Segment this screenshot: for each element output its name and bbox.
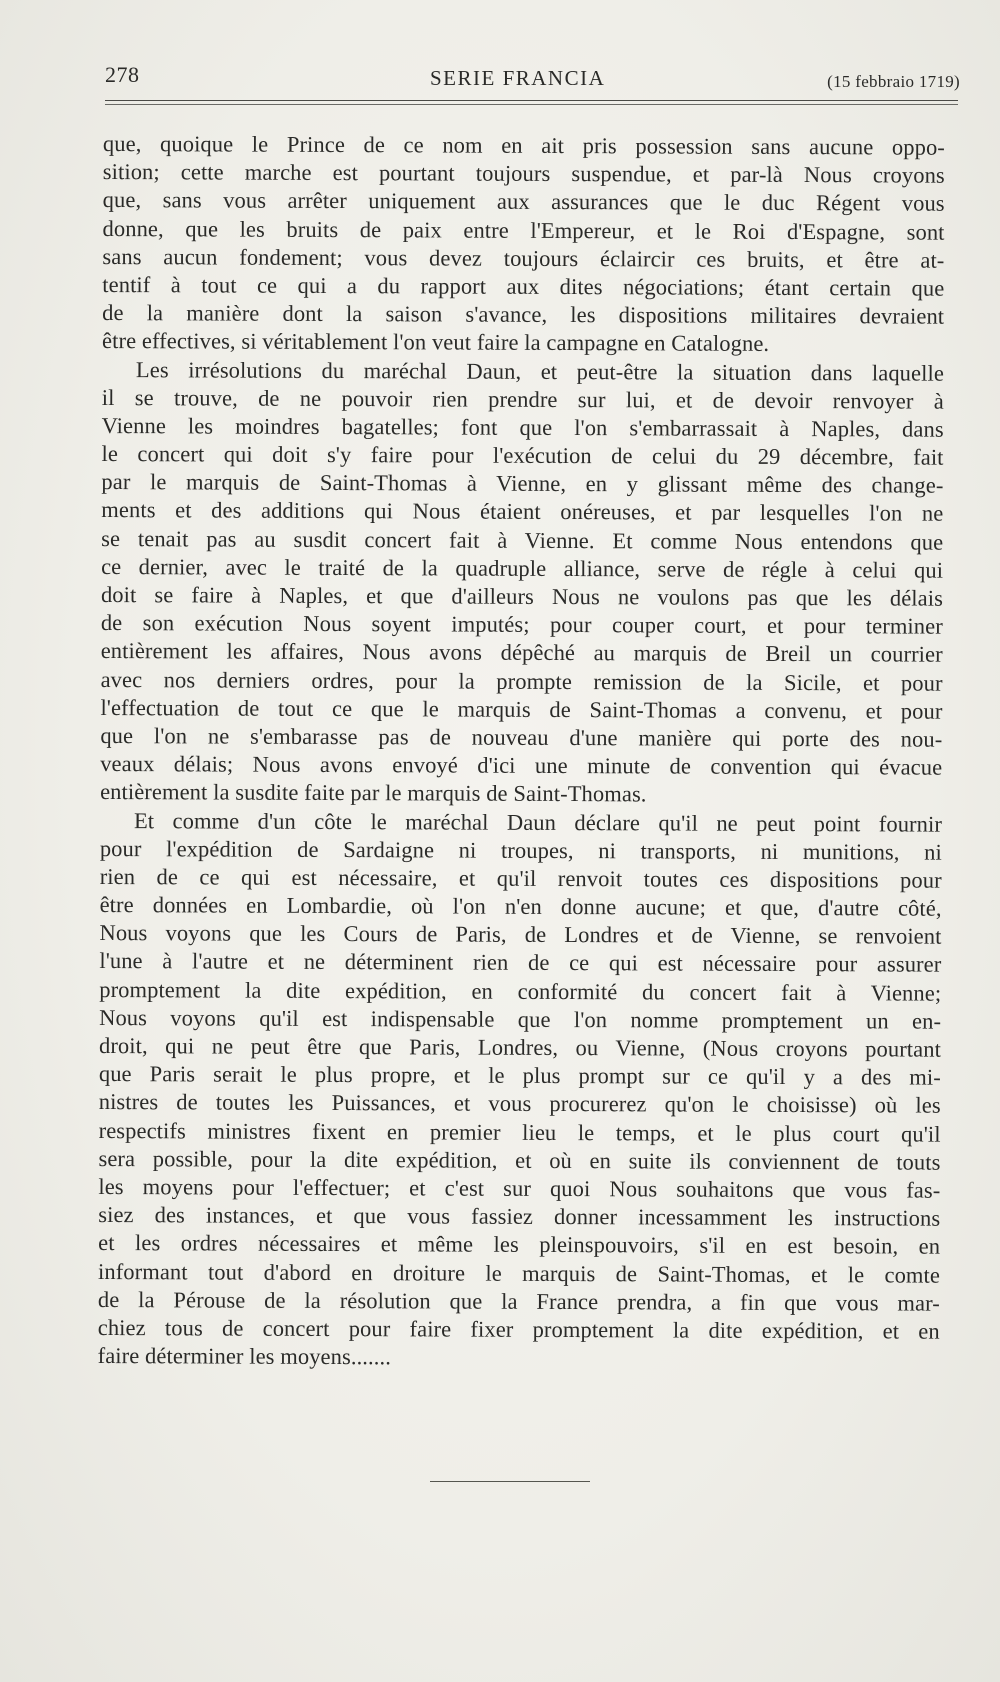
text-line: que, sans vous arrêter uniquement aux assurances que le duc Régent vous	[102, 187, 945, 217]
text-line: les moyens pour l'effectuer; et c'est sur quoi Nous souhaitons que vous fas-	[98, 1173, 941, 1203]
text-line: nistres de toutes les Puissances, et vous procurerez qu'on le choisisse) où les	[98, 1089, 941, 1119]
text-line: par le marquis de Saint-Thomas à Vienne, en y glissant même des change-	[101, 469, 944, 498]
text-line: faire déterminer les moyens.......	[97, 1343, 392, 1370]
text-line: pour l'expédition de Sardaigne ni troupes, ni transports, ni munitions, ni	[99, 835, 942, 865]
running-title: SERIE FRANCIA	[430, 66, 606, 90]
text-line: droit, qui ne peut être que Paris, Londres, ou Vienne, (Nous croyons pourtant	[98, 1032, 942, 1062]
text-line: avec nos derniers ordres, pour la prompte remission de la Sicile, et pour	[100, 666, 943, 696]
text-line: Nous voyons que les Cours de Paris, de Londres et de Vienne, se renvoient	[99, 920, 942, 949]
paragraph-start-line: Les irrésolutions du maréchal Daun, et peut-être la situation dans laquelle	[135, 356, 945, 386]
text-line: que l'on ne s'embarasse pas de nouveau d'une manière qui porte des nou-	[100, 722, 943, 752]
text-line: rien de ce qui est nécessaire, et qu'il renvoit toutes ces dispositions pour	[99, 863, 942, 893]
text-line: l'une à l'autre et ne déterminent rien de ce qui est nécessaire pour assurer	[99, 948, 942, 978]
text-line: informant tout d'abord en droiture le marquis de Saint-Thomas, et le comte	[97, 1258, 941, 1288]
text-line: ments et des additions qui Nous étaient onéreuses, et par lesquelles l'on ne	[101, 497, 944, 527]
text-line: de la manière dont la saison s'avance, les dispositions militaires devraient	[102, 300, 945, 329]
text-line: tentif à tout ce qui a du rapport aux dites négociations; étant certain que	[102, 271, 945, 301]
text-line: doit se faire à Naples, et que d'ailleurs Nous ne voulons pas que les délais	[100, 581, 944, 611]
body-text	[98, 130, 945, 1374]
text-line: l'effectuation de tout ce que le marquis de Saint-Thomas a convenu, et pour	[100, 694, 943, 724]
page-number: 278	[105, 62, 140, 87]
text-line: sition; cette marche est pourtant toujours suspendue, et par-là Nous croyons	[102, 159, 945, 188]
text-line: être effectives, si véritablement l'on veut faire la campagne en Catalogne.	[102, 328, 770, 357]
text-line: entièrement les affaires, Nous avons dépêché au marquis de Breil un courrier	[100, 638, 943, 668]
text-line: sera possible, pour la dite expédition, et où en suite ils conviennent de touts	[98, 1145, 941, 1175]
header-date: (15 febbraio 1719)	[827, 72, 960, 91]
text-line: siez des instances, et que vous fassiez donner incessamment les instructions	[98, 1202, 941, 1231]
text-line: le concert qui doit s'y faire pour l'exécution de celui du 29 décembre, fait	[101, 441, 944, 470]
text-line: sans aucun fondement; vous devez toujours éclaircir ces bruits, et être at-	[102, 243, 945, 273]
header-rule	[105, 100, 958, 101]
text-line: entièrement la susdite faite par le marquis de Saint-Thomas.	[100, 779, 647, 807]
text-line: de son exécution Nous soyent imputés; pour couper court, et pour terminer	[100, 610, 943, 639]
text-line: se tenait pas au susdit concert fait à Vienne. Et comme Nous entendons que	[101, 525, 944, 555]
text-line: donne, que les bruits de paix entre l'Empereur, et le Roi d'Espagne, sont	[102, 215, 945, 245]
text-line: Vienne les moindres bagatelles; font que l'on s'embarrassait à Naples, dans	[101, 412, 944, 442]
closing-rule	[430, 1481, 590, 1482]
paragraph-start-line: Et comme d'un côte le maréchal Daun déclare qu'il ne peut point fournir	[133, 807, 943, 837]
text-line: promptement la dite expédition, en conformité du concert fait à Vienne;	[99, 976, 942, 1006]
page-header	[105, 58, 960, 98]
text-line: il se trouve, de ne pouvoir rien prendre sur lui, et de devoir renvoyer à	[101, 384, 944, 414]
text-line: ce dernier, avec le traité de la quadruple alliance, serve de régle à celui qui	[101, 553, 944, 583]
header-rule-thin	[105, 104, 958, 105]
text-line: Nous voyons qu'il est indispensable que l'on nomme promptement un en-	[99, 1004, 942, 1034]
text-line: que, quoique le Prince de ce nom en ait pris possession sans aucune oppo-	[102, 130, 945, 160]
text-line: et les ordres nécessaires et même les pleinspouvoirs, s'il en est besoin, en	[98, 1230, 941, 1259]
text-line: chiez tous de concert pour faire fixer promptement la dite expédition, et en	[97, 1314, 940, 1344]
text-line: veaux délais; Nous avons envoyé d'ici une minute de convention qui évacue	[100, 751, 943, 780]
text-line: que Paris serait le plus propre, et le plus prompt sur ce qu'il y a des mi-	[98, 1061, 941, 1090]
text-line: respectifs ministres fixent en premier lieu le temps, et le plus court qu'il	[98, 1117, 941, 1147]
text-line: être données en Lombardie, où l'on n'en donne aucune; et que, d'autre côté,	[99, 892, 942, 921]
text-line: de la Pérouse de la résolution que la France prendra, a fin que vous mar-	[97, 1286, 940, 1316]
